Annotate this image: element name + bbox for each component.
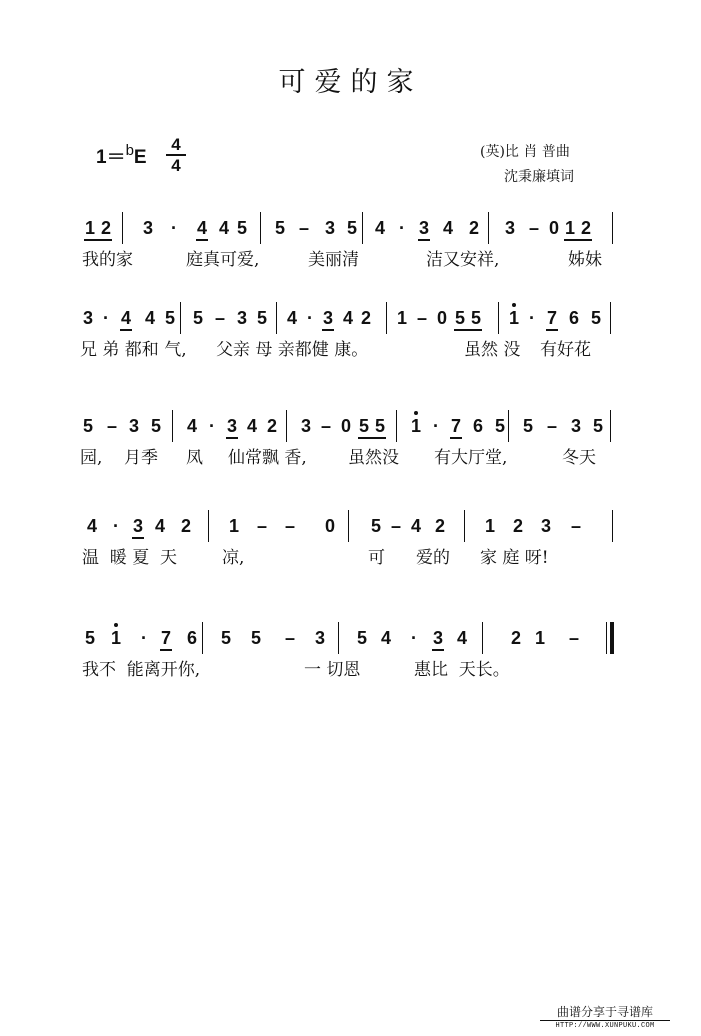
note: 6 [186,628,197,648]
note: 1 [408,416,424,436]
note: – [284,516,295,536]
barline [122,212,123,244]
note: 4 [144,308,155,328]
barline [396,410,397,442]
note: 6 [472,416,483,436]
note: 3 [314,628,325,648]
notes-row [78,212,618,246]
lyric-fragment: 洁又安祥, [426,250,500,270]
lyric-fragment: 兄 弟 都和 气, [80,340,187,360]
note: 3 [504,218,515,238]
barline [208,510,209,542]
song-title: 可爱的家 [278,67,423,98]
lyric-fragment: 姊妹 [568,250,602,270]
note: 5 [150,416,161,436]
lyric-fragment: 虽然没 [348,448,399,468]
watermark-site: 曲谱分享于寻谱库 [556,1005,653,1019]
barline [362,212,363,244]
score-line-5 [78,622,618,682]
note: 3 [236,308,247,328]
lyric-fragment: 我不 能离开你, [82,660,201,680]
note: 5 [274,218,285,238]
flat-sign: b [125,142,134,159]
note: 4 [380,628,391,648]
note: 3 [142,218,153,238]
note: 3 [324,218,335,238]
barline [488,212,489,244]
note: 3 [130,516,146,536]
note: 2 [578,218,594,238]
lyric-fragment: 冬天 [562,448,596,468]
time-signature [166,136,186,174]
lyrics-row [78,246,618,272]
note: – [416,308,427,328]
score-line-2 [78,302,618,362]
lyric-fragment: 凉, [222,548,245,568]
lyric-fragment: 园, [80,448,103,468]
note: – [528,218,539,238]
note: 3 [540,516,551,536]
composer: (英)比 肖 普曲 [480,144,570,160]
note: 3 [320,308,336,328]
note: – [320,416,331,436]
note: 2 [266,416,277,436]
barline [610,410,611,442]
note: 5 [592,416,603,436]
note: 0 [324,516,335,536]
note: 4 [194,218,210,238]
barline [464,510,465,542]
note: – [298,218,309,238]
lyrics-row [78,444,618,470]
final-barline-thick [610,622,614,654]
note: 3 [300,416,311,436]
note: 4 [118,308,134,328]
note: 3 [224,416,240,436]
note: 0 [548,218,559,238]
note: – [284,628,295,648]
note: 1 [108,628,124,648]
note: · [103,308,109,328]
lyric-fragment: 有好花 [540,340,591,360]
barline [276,302,277,334]
credits [480,140,574,190]
note: · [433,416,439,436]
note: 1 [82,218,98,238]
note: 5 [220,628,231,648]
note: – [214,308,225,328]
barline [498,302,499,334]
note: 2 [180,516,191,536]
note: · [399,218,405,238]
note: – [256,516,267,536]
time-top: 4 [171,135,181,154]
barline [348,510,349,542]
notes-row [78,622,618,656]
barline [482,622,483,654]
note: · [529,308,535,328]
note: 2 [360,308,371,328]
note: 1 [228,516,239,536]
note: 3 [82,308,93,328]
note: 2 [512,516,523,536]
barline [610,302,611,334]
time-bottom: 4 [171,156,181,175]
note: 5 [356,416,372,436]
note: 4 [286,308,297,328]
final-barline-thin [606,622,607,654]
barline [386,302,387,334]
note: 4 [374,218,385,238]
note: 4 [246,416,257,436]
key-note: E [133,147,147,168]
note: 4 [154,516,165,536]
lyric-fragment: 温 暖 夏 天 [82,548,178,568]
note: · [411,628,417,648]
note: 7 [448,416,464,436]
note: 4 [442,218,453,238]
lyric-fragment: 一 切恩 [304,660,361,680]
barline [260,212,261,244]
note: 5 [372,416,388,436]
watermark-url: HTTP://WWW.XUNPUKU.COM [540,1020,670,1031]
lyric-fragment: 父亲 母 亲都健 康。 [216,340,369,360]
note: 7 [544,308,560,328]
note: 4 [218,218,229,238]
note: – [570,516,581,536]
barline [286,410,287,442]
note: 2 [98,218,114,238]
note: 0 [436,308,447,328]
note: 5 [256,308,267,328]
barline [338,622,339,654]
note: 5 [522,416,533,436]
note: 3 [416,218,432,238]
note: 5 [370,516,381,536]
lyric-fragment: 庭真可爱, [186,250,260,270]
note: 3 [430,628,446,648]
score-line-1 [78,212,618,272]
note: 5 [192,308,203,328]
key-signature [96,142,147,169]
key-prefix: 1＝ [96,147,126,168]
barline [202,622,203,654]
note: 1 [506,308,522,328]
note: · [113,516,119,536]
note: 5 [468,308,484,328]
lyric-fragment: 可 [368,548,385,568]
note: 2 [434,516,445,536]
note: 5 [164,308,175,328]
note: 4 [456,628,467,648]
barline [508,410,509,442]
lyrics-row [78,656,618,682]
note: – [390,516,401,536]
note: 4 [342,308,353,328]
barline [180,302,181,334]
note: · [141,628,147,648]
note: – [106,416,117,436]
note: 3 [570,416,581,436]
note: 5 [84,628,95,648]
note: 2 [468,218,479,238]
note: 1 [562,218,578,238]
note: 5 [590,308,601,328]
notes-row [78,510,618,544]
score-line-3 [78,410,618,470]
note: 0 [340,416,351,436]
note: 5 [452,308,468,328]
barline [612,212,613,244]
note: 5 [356,628,367,648]
lyric-fragment: 有大厅堂, [434,448,508,468]
note: 5 [346,218,357,238]
barline [612,510,613,542]
note: 1 [396,308,407,328]
note: 5 [82,416,93,436]
note: · [171,218,177,238]
note: 4 [410,516,421,536]
note: 5 [494,416,505,436]
note: – [568,628,579,648]
note: 7 [158,628,174,648]
barline [172,410,173,442]
note: 4 [186,416,197,436]
note: 1 [484,516,495,536]
notes-row [78,302,618,336]
lyric-fragment: 爱的 [416,548,450,568]
note: · [307,308,313,328]
note: – [546,416,557,436]
note: 3 [128,416,139,436]
lyric-fragment: 仙常飘 香, [228,448,307,468]
lyrics-row [78,336,618,362]
note: 1 [534,628,545,648]
notes-row [78,410,618,444]
note: 5 [250,628,261,648]
lyrics-row [78,544,618,570]
lyric-fragment: 虽然 没 [464,340,521,360]
note: 5 [236,218,247,238]
lyric-fragment: 家 庭 呀! [480,548,549,568]
score-line-4 [78,510,618,570]
note: 2 [510,628,521,648]
lyric-fragment: 凤 [186,448,203,468]
note: · [209,416,215,436]
lyric-fragment: 月季 [124,448,158,468]
lyric-fragment: 美丽清 [308,250,359,270]
lyricist: 沈秉廉填词 [504,169,574,185]
note: 6 [568,308,579,328]
watermark [540,1004,670,1031]
lyric-fragment: 惠比 天长。 [414,660,510,680]
note: 4 [86,516,97,536]
lyric-fragment: 我的家 [82,250,133,270]
